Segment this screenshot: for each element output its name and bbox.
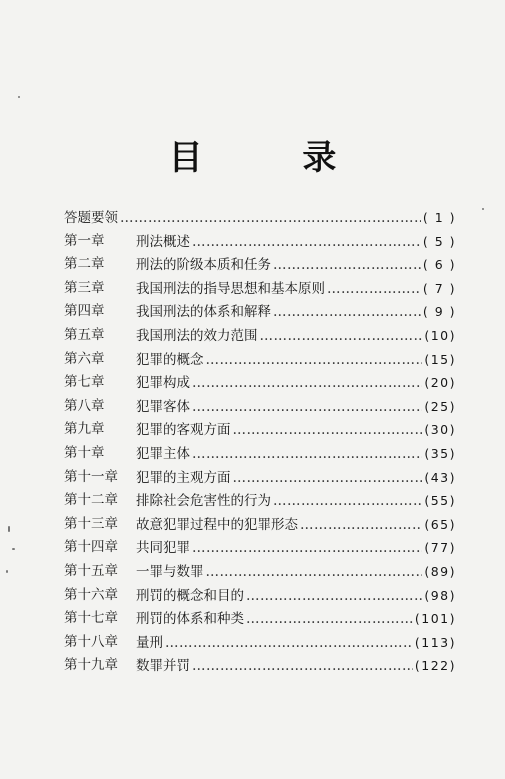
toc-chapter-number: 第七章 — [64, 374, 105, 391]
toc-row — [64, 654, 456, 678]
toc-row — [64, 442, 456, 466]
dot-leader — [273, 254, 421, 278]
toc-chapter-number: 第四章 — [64, 303, 105, 320]
dot-leader — [192, 396, 422, 420]
dot-leader — [273, 490, 422, 514]
toc-entry-title: 我国刑法的指导思想和基本原则 — [136, 280, 325, 297]
toc-entry — [136, 513, 456, 538]
scan-speck — [18, 96, 20, 98]
toc-page-number: ( 7 ) — [422, 280, 456, 296]
toc-chapter-number: 第五章 — [64, 326, 105, 343]
toc-entry-title: 数罪并罚 — [136, 658, 190, 675]
toc-page-number: (43) — [424, 469, 456, 485]
toc-page-number: (101) — [414, 611, 456, 627]
toc-chapter-number: 第十四章 — [64, 539, 118, 556]
toc-page-number: (10) — [424, 327, 456, 343]
dot-leader — [192, 537, 422, 561]
toc-entry — [136, 489, 456, 514]
dot-leader — [273, 301, 421, 325]
toc-chapter-number: 第十六章 — [64, 586, 118, 603]
toc-chapter-number: 第十二章 — [64, 492, 118, 509]
toc-chapter-number: 第十八章 — [64, 633, 118, 650]
toc-page-number: ( 9 ) — [422, 304, 456, 320]
toc-entry-title: 犯罪的主观方面 — [136, 469, 231, 486]
toc-entry — [136, 418, 456, 443]
toc-row — [64, 371, 456, 395]
scan-speck — [482, 208, 484, 210]
toc-entry — [136, 371, 456, 396]
toc-entry — [136, 253, 456, 278]
toc-page-number: (25) — [424, 398, 456, 414]
toc-entry-title: 共同犯罪 — [136, 540, 190, 557]
dot-leader — [327, 278, 421, 302]
dot-leader — [206, 561, 423, 585]
toc-chapter-number: 第八章 — [64, 397, 105, 414]
dot-leader — [233, 419, 423, 443]
toc-entry — [136, 466, 456, 491]
toc-page-number: (20) — [424, 375, 456, 391]
toc-entry — [136, 230, 456, 255]
toc-row — [64, 607, 456, 631]
dot-leader — [192, 231, 421, 255]
dot-leader — [300, 514, 422, 538]
toc-entry — [136, 324, 456, 349]
toc-row — [64, 348, 456, 372]
toc-entry-title: 刑法概述 — [136, 233, 190, 250]
dot-leader — [192, 443, 422, 467]
toc-entry — [136, 560, 456, 585]
toc-page-number: (15) — [424, 351, 456, 367]
dot-leader — [192, 372, 422, 396]
toc-entry-title: 我国刑法的效力范围 — [136, 327, 258, 344]
toc-row-intro — [64, 206, 456, 230]
toc-page-number: (113) — [414, 634, 456, 650]
toc-page-number: (35) — [424, 445, 456, 461]
toc-row — [64, 536, 456, 560]
toc-entry-title: 刑法的阶级本质和任务 — [136, 257, 271, 274]
toc-chapter-number: 第十五章 — [64, 562, 118, 579]
toc-entry-title: 一罪与数罪 — [136, 563, 204, 580]
toc-entry-title: 排除社会危害性的行为 — [136, 493, 271, 510]
toc-row — [64, 631, 456, 655]
toc-entry-title: 我国刑法的体系和解释 — [136, 304, 271, 321]
dot-leader — [120, 207, 421, 231]
toc-page-number: ( 6 ) — [422, 257, 456, 273]
toc-row — [64, 560, 456, 584]
toc-chapter-number: 第二章 — [64, 256, 105, 273]
toc-entry — [136, 584, 456, 609]
toc-entry — [136, 348, 456, 373]
toc-chapter-number: 第六章 — [64, 350, 105, 367]
toc-page-number: ( 1 ) — [422, 210, 456, 225]
table-of-contents — [64, 206, 456, 678]
toc-entry-title: 犯罪的客观方面 — [136, 422, 231, 439]
toc-page-number: (122) — [414, 658, 456, 674]
toc-chapter-number: 第十七章 — [64, 610, 118, 627]
toc-row — [64, 277, 456, 301]
toc-chapter-number: 第十一章 — [64, 468, 118, 485]
toc-chapter-number: 第十三章 — [64, 515, 118, 532]
toc-entry-title: 犯罪主体 — [136, 445, 190, 462]
toc-chapter-number: 第三章 — [64, 279, 105, 296]
toc-page-number: (55) — [424, 493, 456, 509]
toc-page-number: (77) — [424, 540, 456, 556]
toc-page-number: (89) — [424, 563, 456, 579]
toc-entry — [136, 631, 456, 656]
toc-entry-title: 犯罪构成 — [136, 375, 190, 392]
toc-entry — [136, 607, 456, 632]
dot-leader — [246, 608, 413, 632]
toc-entry-title: 犯罪的概念 — [136, 351, 204, 368]
toc-entry-title: 故意犯罪过程中的犯罪形态 — [136, 516, 298, 533]
dot-leader — [206, 349, 423, 373]
toc-chapter-number: 第一章 — [64, 232, 105, 249]
toc-chapter-number: 第十章 — [64, 444, 105, 461]
scan-speck — [12, 548, 15, 550]
page-title: 目 录 — [168, 138, 381, 178]
toc-chapter-number: 第九章 — [64, 421, 105, 438]
toc-row — [64, 324, 456, 348]
toc-row — [64, 300, 456, 324]
toc-row — [64, 513, 456, 537]
toc-row — [64, 489, 456, 513]
toc-row — [64, 584, 456, 608]
toc-entry — [136, 442, 456, 467]
dot-leader — [192, 655, 413, 679]
toc-entry-title: 答题要领 — [64, 210, 118, 226]
toc-row — [64, 418, 456, 442]
dot-leader — [233, 467, 423, 491]
toc-row — [64, 230, 456, 254]
toc-entry — [64, 206, 456, 231]
toc-row — [64, 466, 456, 490]
scan-speck — [6, 570, 8, 573]
toc-row — [64, 395, 456, 419]
toc-entry-title: 刑罚的体系和种类 — [136, 611, 244, 628]
toc-entry — [136, 395, 456, 420]
dot-leader — [246, 585, 422, 609]
toc-page-number: (30) — [424, 422, 456, 438]
toc-entry — [136, 536, 456, 561]
toc-entry — [136, 277, 456, 302]
toc-page-number: (65) — [424, 516, 456, 532]
toc-entry — [136, 654, 456, 679]
toc-page-number: (98) — [424, 587, 456, 603]
toc-entry — [136, 300, 456, 325]
toc-entry-title: 犯罪客体 — [136, 398, 190, 415]
toc-chapter-number: 第十九章 — [64, 657, 118, 674]
dot-leader — [165, 632, 413, 656]
toc-page-number: ( 5 ) — [422, 233, 456, 249]
scan-speck — [8, 526, 10, 532]
dot-leader — [260, 325, 423, 349]
toc-row — [64, 253, 456, 277]
toc-entry-title: 刑罚的概念和目的 — [136, 587, 244, 604]
toc-entry-title: 量刑 — [136, 634, 163, 651]
